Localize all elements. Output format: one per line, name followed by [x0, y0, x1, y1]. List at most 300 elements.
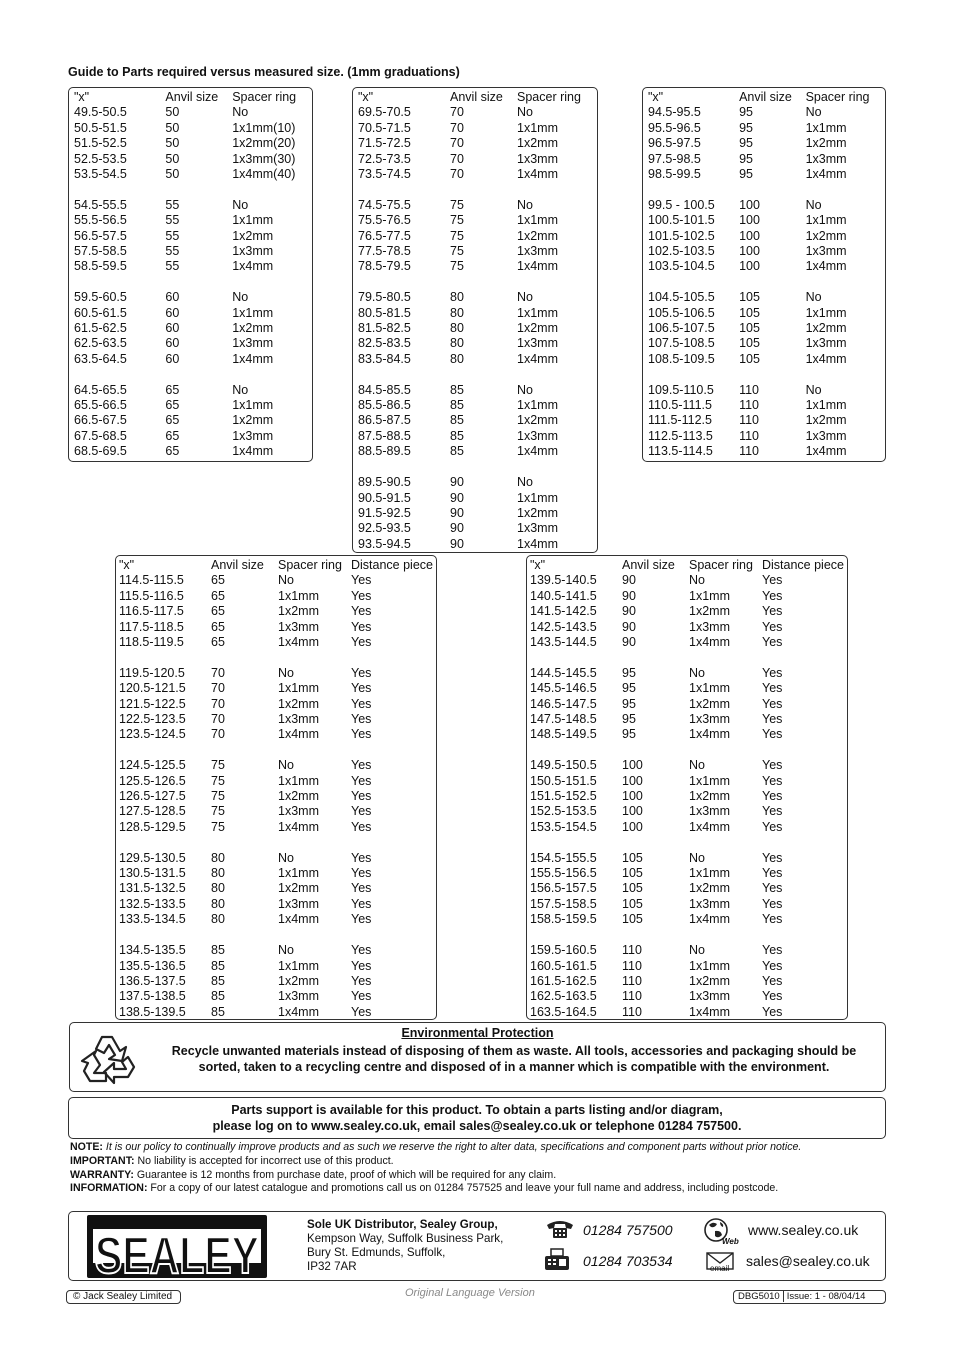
table-row	[648, 244, 885, 259]
table-cell: 110	[622, 943, 642, 958]
table-cell: 1x4mm	[278, 1004, 319, 1019]
table-row	[119, 681, 435, 696]
table-cell: 90	[622, 604, 636, 619]
table-cell: Yes	[351, 619, 372, 634]
table-cell: 85	[450, 382, 464, 397]
table-cell: 88.5-89.5	[358, 444, 411, 459]
table-cell: 95	[622, 665, 636, 680]
group-spacer	[648, 275, 885, 290]
column-header: Anvil size	[739, 90, 792, 104]
fax-icon	[543, 1248, 571, 1272]
table-cell: Yes	[762, 973, 783, 988]
table-header-row	[648, 90, 885, 105]
table-cell: 54.5-55.5	[74, 197, 127, 212]
table-cell: 135.5-136.5	[119, 958, 186, 973]
original-language-note: Original Language Version	[405, 1287, 535, 1299]
table-cell: Yes	[351, 758, 372, 773]
table-cell: 105	[622, 912, 643, 927]
size-table-4	[115, 555, 437, 1020]
table-cell: 1x1mm	[689, 681, 730, 696]
table-cell: 75	[450, 259, 464, 274]
column-header: "x"	[530, 558, 546, 572]
table-cell: 100	[739, 228, 760, 243]
group-spacer	[530, 743, 846, 758]
warranty-row	[70, 1169, 801, 1183]
table-cell: Yes	[762, 1004, 783, 1019]
table-row	[74, 136, 312, 151]
table-row	[648, 259, 885, 274]
table-cell: No	[689, 665, 705, 680]
copyright-badge: © Jack Sealey Limited	[66, 1290, 181, 1304]
table-cell: 90.5-91.5	[358, 490, 411, 505]
table-cell: No	[278, 665, 294, 680]
table-cell: 63.5-64.5	[74, 351, 127, 366]
table-cell: 93.5-94.5	[358, 536, 411, 551]
table-cell: 70	[450, 167, 464, 182]
table-cell: 1x3mm	[278, 804, 319, 819]
table-cell: 78.5-79.5	[358, 259, 411, 274]
table-cell: No	[517, 197, 533, 212]
table-row	[358, 429, 597, 444]
table-cell: No	[517, 382, 533, 397]
table-cell: 127.5-128.5	[119, 804, 186, 819]
table-cell: 107.5-108.5	[648, 336, 715, 351]
size-table	[358, 90, 597, 552]
column-header: Anvil size	[622, 558, 675, 572]
table-cell: 110	[622, 973, 642, 988]
table-cell: 1x4mm	[805, 259, 847, 274]
table-cell: Yes	[762, 819, 783, 834]
table-cell: 142.5-143.5	[530, 619, 597, 634]
table-cell: 53.5-54.5	[74, 167, 127, 182]
table-cell: 85	[211, 958, 225, 973]
table-cell: 105	[739, 351, 760, 366]
table-row	[74, 229, 312, 244]
table-cell: 79.5-80.5	[358, 290, 411, 305]
table-cell: 1x4mm	[278, 912, 319, 927]
table-cell: 51.5-52.5	[74, 136, 127, 151]
table-row	[648, 352, 885, 367]
table-cell: 1x2mm	[689, 604, 730, 619]
table-cell: 50	[165, 151, 180, 166]
table-cell: 1x4mm	[689, 635, 730, 650]
column-header: "x"	[74, 90, 90, 104]
table-cell: 152.5-153.5	[530, 804, 597, 819]
table-cell: 75.5-76.5	[358, 213, 411, 228]
group-spacer	[648, 182, 885, 197]
table-cell: Yes	[762, 727, 783, 742]
table-header-row	[74, 90, 312, 105]
table-cell: 92.5-93.5	[358, 521, 411, 536]
table-cell: 84.5-85.5	[358, 382, 411, 397]
table-cell: 110	[622, 1004, 642, 1019]
table-row	[358, 475, 597, 490]
divider	[783, 1291, 784, 1302]
table-cell: 1x3mm	[689, 804, 730, 819]
table-cell: 64.5-65.5	[74, 382, 127, 397]
table-row	[119, 727, 435, 742]
table-cell: 96.5-97.5	[648, 136, 701, 151]
table-cell: 65	[165, 413, 180, 428]
table-cell: No	[689, 573, 705, 588]
table-cell: 1x3mm	[278, 989, 319, 1004]
table-cell: 86.5-87.5	[358, 413, 411, 428]
size-table-3	[642, 87, 886, 462]
table-cell: 52.5-53.5	[74, 151, 127, 166]
table-cell: 57.5-58.5	[74, 244, 127, 259]
table-row	[74, 306, 312, 321]
table-cell: Yes	[351, 989, 372, 1004]
table-cell: 58.5-59.5	[74, 259, 127, 274]
table-cell: 80	[211, 881, 225, 896]
fax-number[interactable]: 01284 703534	[583, 1253, 673, 1269]
table-row	[530, 604, 846, 619]
table-row	[119, 912, 435, 927]
size-table-5	[526, 555, 848, 1020]
table-cell: 75	[450, 213, 464, 228]
table-row	[74, 352, 312, 367]
table-row	[74, 259, 312, 274]
table-cell: 65	[165, 382, 180, 397]
table-cell: 1x3mm	[278, 896, 319, 911]
email-link[interactable]: sales@sealey.co.uk	[746, 1253, 870, 1269]
table-cell: Yes	[351, 881, 372, 896]
table-row	[119, 758, 435, 773]
table-cell: 1x4mm	[232, 351, 274, 366]
table-cell: 50	[165, 120, 180, 135]
table-row	[358, 521, 597, 536]
table-cell: 155.5-156.5	[530, 866, 597, 881]
table-row	[119, 866, 435, 881]
table-cell: 1x2mm	[805, 321, 847, 336]
table-cell: 75	[211, 804, 225, 819]
table-cell: 121.5-122.5	[119, 696, 186, 711]
table-cell: No	[689, 758, 705, 773]
table-row	[358, 121, 597, 136]
table-cell: 105.5-106.5	[648, 305, 715, 320]
table-cell: 94.5-95.5	[648, 105, 701, 120]
table-cell: 75	[211, 758, 225, 773]
table-cell: 85	[211, 943, 225, 958]
column-header: "x"	[648, 90, 664, 104]
table-row	[530, 989, 846, 1004]
table-cell: 1x3mm	[517, 336, 558, 351]
table-cell: 90	[622, 588, 636, 603]
table-row	[119, 697, 435, 712]
table-cell: 110	[739, 444, 760, 459]
column-header: Distance piece	[762, 558, 844, 572]
table-cell: Yes	[351, 635, 372, 650]
table-cell: 110	[622, 958, 642, 973]
table-row	[358, 198, 597, 213]
table-cell: 1x3mm	[517, 244, 558, 259]
table-cell: 75	[211, 773, 225, 788]
table-cell: 65	[165, 444, 180, 459]
table-cell: 1x4mm	[689, 819, 730, 834]
table-cell: No	[278, 758, 294, 773]
table-cell: 114.5-115.5	[119, 573, 184, 588]
table-cell: 138.5-139.5	[119, 1004, 186, 1019]
table-cell: 74.5-75.5	[358, 197, 411, 212]
table-cell: Yes	[351, 819, 372, 834]
table-cell: Yes	[351, 773, 372, 788]
note-text: It is our policy to continually improve products and as such we reserve the right to alter data, specifications and component parts without prior notice.	[102, 1141, 802, 1153]
table-row	[358, 413, 597, 428]
table-row	[358, 213, 597, 228]
column-header: "x"	[119, 558, 135, 572]
table-cell: Yes	[351, 712, 372, 727]
table-cell: Yes	[351, 850, 372, 865]
table-cell: 108.5-109.5	[648, 351, 715, 366]
logo-text: SEALEY	[95, 1227, 259, 1285]
table-cell: 95	[622, 681, 636, 696]
table-cell: 70	[211, 665, 225, 680]
table-cell: 119.5-120.5	[119, 665, 185, 680]
table-cell: 80	[450, 351, 464, 366]
table-cell: 1x3mm	[232, 244, 274, 259]
table-cell: 87.5-88.5	[358, 428, 411, 443]
table-row	[358, 398, 597, 413]
table-cell: 89.5-90.5	[358, 475, 411, 490]
table-cell: 91.5-92.5	[358, 505, 411, 520]
table-cell: 1x2mm	[689, 696, 730, 711]
table-cell: 55	[165, 259, 180, 274]
parts-support-line-1: Parts support is available for this product. To obtain a parts listing and/or diagram,	[231, 1103, 723, 1117]
important-label: IMPORTANT:	[70, 1154, 135, 1167]
table-cell: 85	[450, 428, 464, 443]
table-cell: 104.5-105.5	[648, 290, 715, 305]
table-cell: 90	[450, 536, 464, 551]
table-row	[74, 398, 312, 413]
table-row	[119, 851, 435, 866]
table-cell: 1x1mm	[278, 773, 319, 788]
table-cell: Yes	[762, 588, 783, 603]
table-cell: 129.5-130.5	[119, 850, 186, 865]
table-cell: Yes	[762, 912, 783, 927]
table-cell: 105	[739, 336, 760, 351]
table-row	[119, 1005, 435, 1020]
table-cell: 70	[450, 136, 464, 151]
table-cell: 1x1mm	[805, 120, 847, 135]
table-cell: 141.5-142.5	[530, 604, 597, 619]
table-cell: 157.5-158.5	[530, 896, 597, 911]
table-row	[119, 820, 435, 835]
table-row	[74, 198, 312, 213]
column-header: "x"	[358, 90, 374, 104]
website-link[interactable]: www.sealey.co.uk	[748, 1222, 859, 1238]
table-cell: 143.5-144.5	[530, 635, 597, 650]
table-cell: 1x1mm	[689, 773, 730, 788]
group-spacer	[119, 928, 435, 943]
table-cell: 1x1mm	[517, 305, 558, 320]
table-cell: 70	[211, 727, 225, 742]
table-cell: 65	[165, 398, 180, 413]
table-cell: Yes	[762, 758, 783, 773]
table-cell: 1x4mm	[278, 635, 319, 650]
table-cell: 1x2mm	[517, 505, 558, 520]
table-cell: 1x4mm	[517, 351, 558, 366]
table-cell: 95	[622, 727, 636, 742]
table-row	[119, 635, 435, 650]
table-cell: 90	[622, 635, 636, 650]
table-cell: Yes	[351, 1004, 372, 1019]
table-row	[74, 444, 312, 459]
table-header-row	[119, 558, 435, 573]
table-cell: 124.5-125.5	[119, 758, 186, 773]
table-cell: 1x4mm	[232, 259, 274, 274]
column-header: Spacer ring	[805, 90, 870, 104]
table-cell: 75	[211, 819, 225, 834]
table-cell: 69.5-70.5	[358, 105, 411, 120]
table-cell: 1x1mm	[278, 588, 319, 603]
table-cell: 90	[622, 573, 636, 588]
column-header: Anvil size	[165, 90, 219, 104]
table-cell: 80	[450, 321, 464, 336]
table-row	[74, 152, 312, 167]
table-row	[119, 712, 435, 727]
table-cell: 146.5-147.5	[530, 696, 597, 711]
table-cell: 76.5-77.5	[358, 228, 411, 243]
table-cell: 1x1mm(10)	[232, 120, 296, 135]
table-cell: 75	[450, 244, 464, 259]
table-cell: Yes	[351, 604, 372, 619]
table-cell: No	[805, 105, 822, 120]
table-cell: 50	[165, 136, 180, 151]
table-row	[119, 573, 435, 588]
email-label: email	[710, 1264, 730, 1273]
table-cell: 1x1mm	[517, 213, 558, 228]
table-row	[119, 989, 435, 1004]
table-cell: 80	[450, 290, 464, 305]
table-cell: 60.5-61.5	[74, 305, 127, 320]
table-cell: 65	[165, 428, 180, 443]
group-spacer	[530, 835, 846, 850]
table-cell: 65	[211, 588, 225, 603]
environmental-text: Recycle unwanted materials instead of disposing of them as waste. All tools, accessories and packaging should be sorted, taken to a recycling centre and disposed of in a manner which is compatible with the environment.	[171, 1044, 857, 1074]
table-cell: Yes	[351, 727, 372, 742]
table-cell: 1x2mm	[517, 321, 558, 336]
table-cell: Yes	[762, 943, 783, 958]
table-cell: 139.5-140.5	[530, 573, 597, 588]
address-line-3: IP32 7AR	[307, 1260, 357, 1273]
table-cell: 85	[450, 444, 464, 459]
table-cell: Yes	[351, 943, 372, 958]
table-cell: 105	[739, 305, 760, 320]
table-cell: 1x4mm	[517, 167, 558, 182]
table-cell: 100	[739, 259, 760, 274]
table-cell: 81.5-82.5	[358, 321, 411, 336]
table-row	[648, 306, 885, 321]
table-cell: 80	[211, 866, 225, 881]
table-cell: 123.5-124.5	[119, 727, 186, 742]
table-row	[648, 121, 885, 136]
table-row	[648, 152, 885, 167]
table-cell: 118.5-119.5	[119, 635, 184, 650]
table-row	[358, 383, 597, 398]
table-row	[358, 136, 597, 151]
table-cell: 117.5-118.5	[119, 619, 184, 634]
table-cell: 128.5-129.5	[119, 819, 186, 834]
table-cell: 71.5-72.5	[358, 136, 411, 151]
table-cell: 55	[165, 213, 180, 228]
table-cell: 105	[739, 321, 760, 336]
table-cell: 1x1mm	[232, 213, 274, 228]
table-cell: Yes	[762, 681, 783, 696]
table-cell: 1x3mm	[689, 712, 730, 727]
issue-date: Issue: 1 - 08/04/14	[786, 1291, 866, 1303]
table-cell: Yes	[351, 896, 372, 911]
table-row	[119, 589, 435, 604]
table-cell: 100	[622, 758, 643, 773]
environmental-title: Environmental Protection	[401, 1026, 554, 1040]
table-cell: No	[517, 290, 533, 305]
table-cell: 75	[211, 789, 225, 804]
table-cell: Yes	[762, 573, 783, 588]
table-row	[119, 897, 435, 912]
table-cell: Yes	[351, 789, 372, 804]
table-cell: No	[689, 850, 705, 865]
table-cell: 97.5-98.5	[648, 151, 701, 166]
telephone-number[interactable]: 01284 757500	[583, 1222, 673, 1238]
table-cell: 163.5-164.5	[530, 1004, 597, 1019]
table-cell: 149.5-150.5	[530, 758, 597, 773]
environmental-protection-box	[69, 1022, 886, 1092]
group-spacer	[358, 275, 597, 290]
table-cell: 1x3mm	[689, 989, 730, 1004]
table-cell: 1x2mm	[278, 696, 319, 711]
size-table	[530, 558, 846, 1020]
table-cell: 55	[165, 197, 180, 212]
table-row	[358, 321, 597, 336]
table-cell: 72.5-73.5	[358, 151, 411, 166]
table-row	[74, 429, 312, 444]
group-spacer	[119, 743, 435, 758]
table-cell: 102.5-103.5	[648, 244, 715, 259]
table-cell: 1x3mm	[278, 712, 319, 727]
table-cell: 105	[622, 850, 643, 865]
table-cell: 55	[165, 228, 180, 243]
information-label: INFORMATION:	[70, 1182, 148, 1195]
column-header: Distance piece	[351, 558, 433, 572]
table-cell: 132.5-133.5	[119, 896, 186, 911]
table-cell: 75	[450, 197, 464, 212]
table-row	[530, 820, 846, 835]
table-cell: 100	[739, 197, 760, 212]
table-cell: 1x3mm	[278, 619, 319, 634]
table-cell: 70	[211, 696, 225, 711]
table-cell: 95	[739, 151, 753, 166]
table-cell: 1x3mm	[805, 244, 847, 259]
table-cell: 80	[211, 896, 225, 911]
table-cell: 1x4mm	[517, 536, 558, 551]
table-cell: Yes	[762, 712, 783, 727]
table-row	[74, 105, 312, 120]
parts-support-line-2: please log on to www.sealey.co.uk, email sales@sealey.co.uk or telephone 01284 757500.	[212, 1119, 742, 1133]
table-cell: 1x3mm	[232, 336, 274, 351]
table-cell: 103.5-104.5	[648, 259, 715, 274]
table-row	[119, 881, 435, 896]
table-cell: 65	[211, 604, 225, 619]
table-cell: 62.5-63.5	[74, 336, 127, 351]
table-cell: 50	[165, 105, 180, 120]
distributor-title: Sole UK Distributor, Sealey Group,	[307, 1218, 498, 1231]
table-cell: 1x2mm	[517, 413, 558, 428]
information-row	[70, 1182, 801, 1196]
table-cell: Yes	[351, 958, 372, 973]
size-table	[74, 90, 312, 460]
table-cell: 95	[739, 136, 753, 151]
table-cell: Yes	[351, 573, 372, 588]
